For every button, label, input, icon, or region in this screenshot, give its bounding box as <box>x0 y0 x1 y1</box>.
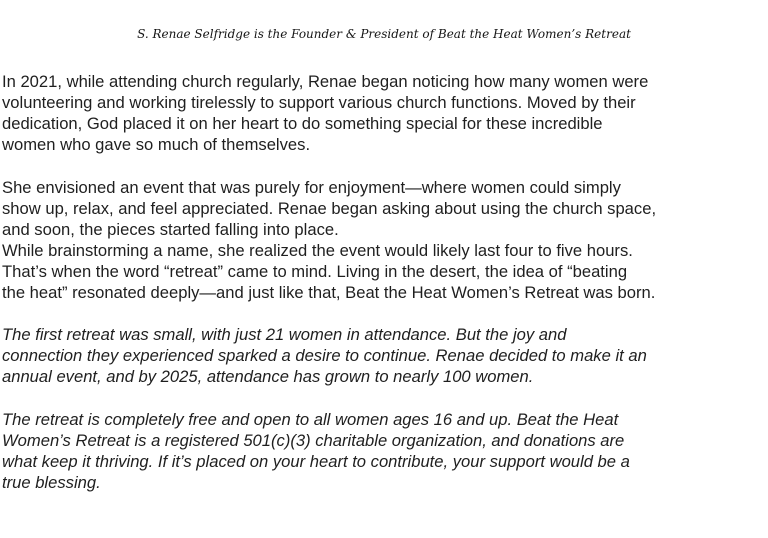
paragraph-line: and soon, the pieces started falling into place. <box>2 220 339 239</box>
paragraph-origin <box>2 71 768 155</box>
paragraph-donations <box>2 409 768 493</box>
paragraph-line: While brainstorming a name, she realized the event would likely last four to five hours. <box>2 241 633 260</box>
paragraph-line: dedication, God placed it on her heart to do something special for these incredible <box>2 114 603 133</box>
paragraph-line: women who gave so much of themselves. <box>2 135 311 154</box>
paragraph-line: show up, relax, and feel appreciated. Renae began asking about using the church space, <box>2 199 657 218</box>
paragraph-vision <box>2 177 768 303</box>
paragraph-line: connection they experienced sparked a desire to continue. Renae decided to make it an <box>2 346 647 365</box>
paragraph-line: the heat” resonated deeply—and just like that, Beat the Heat Women’s Retreat was born. <box>2 283 656 302</box>
paragraph-line: The retreat is completely free and open to all women ages 16 and up. Beat the Heat <box>2 410 619 429</box>
page-title: S. Renae Selfridge is the Founder & President of Beat the Heat Women’s Retreat <box>137 27 631 41</box>
paragraph-line: That’s when the word “retreat” came to mind. Living in the desert, the idea of “beating <box>2 262 628 281</box>
paragraph-line: what keep it thriving. If it’s placed on your heart to contribute, your support would be a <box>2 452 630 471</box>
paragraph-line: Women’s Retreat is a registered 501(c)(3) charitable organization, and donations are <box>2 431 625 450</box>
paragraph-line: true blessing. <box>2 473 101 492</box>
paragraph-first-retreat <box>2 324 768 387</box>
paragraph-line: She envisioned an event that was purely for enjoyment—where women could simply <box>2 178 621 197</box>
paragraph-line: volunteering and working tirelessly to support various church functions. Moved by their <box>2 93 636 112</box>
paragraph-line: In 2021, while attending church regularly, Renae began noticing how many women were <box>2 72 649 91</box>
paragraph-line: annual event, and by 2025, attendance has grown to nearly 100 women. <box>2 367 534 386</box>
paragraph-line: The first retreat was small, with just 21 women in attendance. But the joy and <box>2 325 567 344</box>
